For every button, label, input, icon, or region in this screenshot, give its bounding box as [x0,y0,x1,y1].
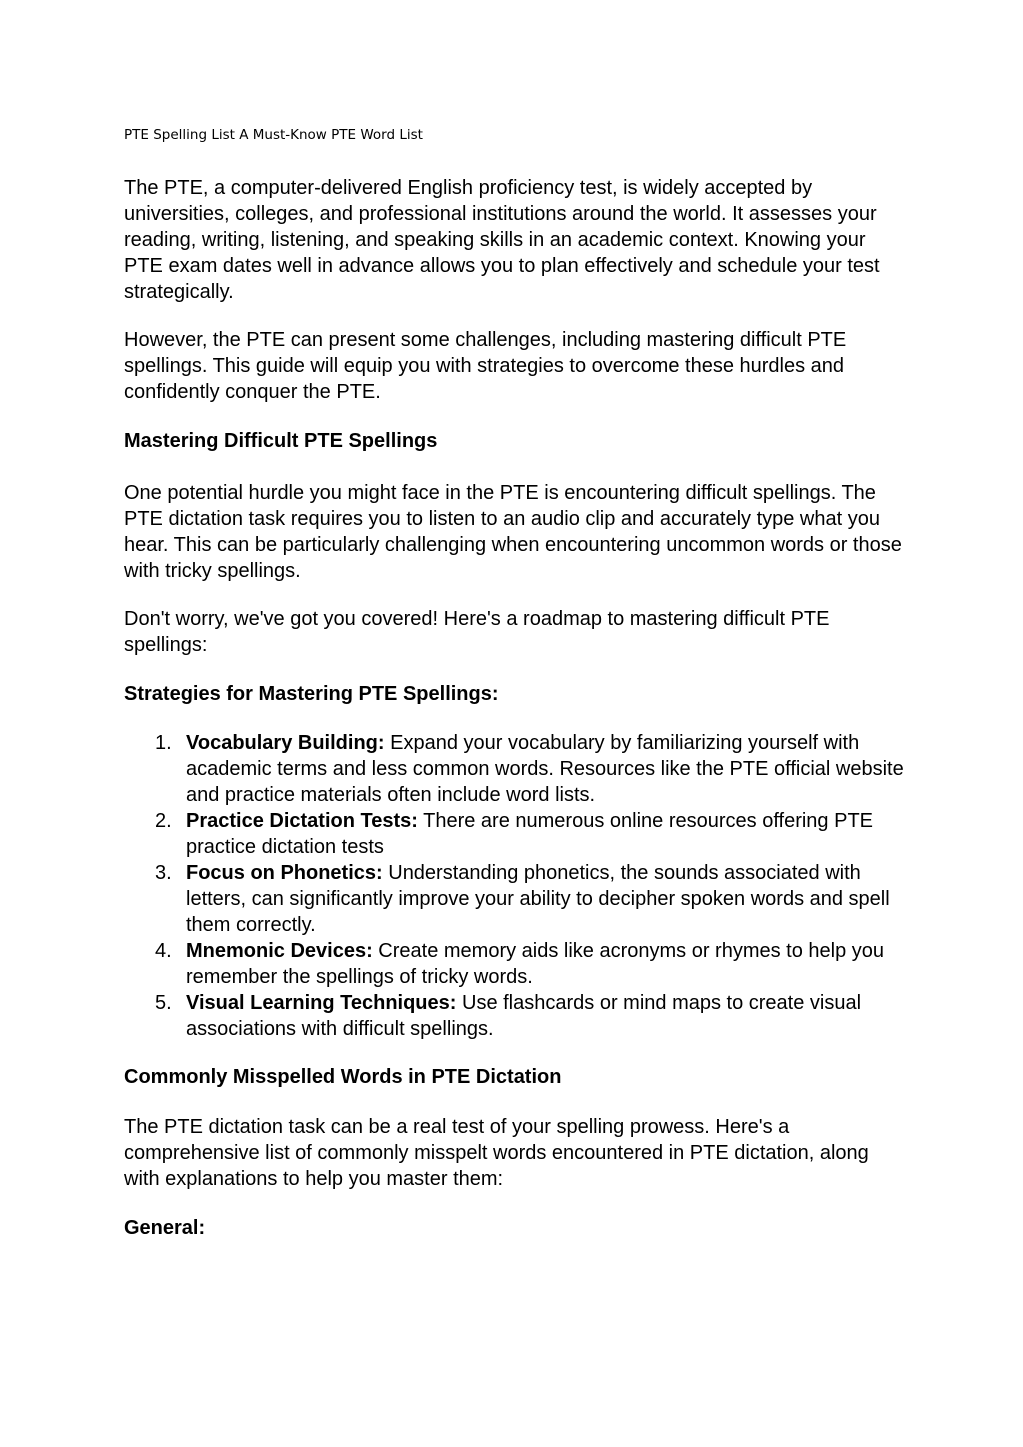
document-title: PTE Spelling List A Must-Know PTE Word List [124,127,423,143]
strategy-description: There are numerous online resources offering PTE practice dictation tests [186,810,873,858]
strategy-term: Practice Dictation Tests: [186,810,418,832]
strategy-term: Focus on Phonetics: [186,862,383,884]
strategy-term: Mnemonic Devices: [186,940,373,962]
intro-paragraph-2: However, the PTE can present some challenges, including mastering difficult PTE spellings. This guide will equip you with strategies to overcome these hurdles and confidently conquer the PTE. [124,329,847,403]
mastering-paragraph-1: One potential hurdle you might face in the PTE is encountering difficult spellings. The PTE dictation task requires you to listen to an audio clip and accurately type what you hear. This can be particularly challenging when encountering uncommon words or those with tricky spellings. [124,482,902,582]
strategy-term: Visual Learning Techniques: [186,992,457,1014]
strategy-description: Expand your vocabulary by familiarizing yourself with academic terms and less common words. Resources like the PTE official website and practice materials often include word lists. [186,732,904,806]
strategy-item-practice-dictation [124,808,904,860]
strategy-item-vocabulary-building [124,730,904,808]
heading-commonly-misspelled: Commonly Misspelled Words in PTE Dictation [124,1066,562,1088]
list-number: 3. [155,862,172,884]
list-number: 2. [155,810,172,832]
heading-general: General: [124,1217,206,1239]
strategy-item-focus-on-phonetics [124,860,904,938]
strategies-list [124,730,904,1042]
mastering-paragraph-2: Don't worry, we've got you covered! Here's a roadmap to mastering difficult PTE spellings: [124,608,830,656]
list-number: 4. [155,940,172,962]
strategy-term: Vocabulary Building: [186,732,385,754]
strategy-item-mnemonic-devices [124,938,904,990]
strategy-description: Use flashcards or mind maps to create visual associations with difficult spellings. [186,992,862,1040]
list-number: 5. [155,992,172,1014]
heading-strategies: Strategies for Mastering PTE Spellings: [124,683,499,705]
heading-mastering-difficult-spellings: Mastering Difficult PTE Spellings [124,430,438,452]
intro-paragraph-1: The PTE, a computer-delivered English proficiency test, is widely accepted by universities, colleges, and professional institutions around the world. It assesses your reading, writing, listening, and speaking skills in an academic context. Knowing your PTE exam dates well in advance allows you to plan effectively and schedule your test strategically. [124,177,880,303]
list-number: 1. [155,732,172,754]
misspelled-paragraph: The PTE dictation task can be a real test of your spelling prowess. Here's a comprehensive list of commonly misspelt words encountered in PTE dictation, along with explanations to help you master them: [124,1116,869,1190]
strategy-description: Create memory aids like acronyms or rhymes to help you remember the spellings of tricky words. [186,940,885,988]
strategy-description: Understanding phonetics, the sounds associated with letters, can significantly improve your ability to decipher spoken words and spell them correctly. [186,862,890,936]
strategy-item-visual-learning [124,990,904,1042]
